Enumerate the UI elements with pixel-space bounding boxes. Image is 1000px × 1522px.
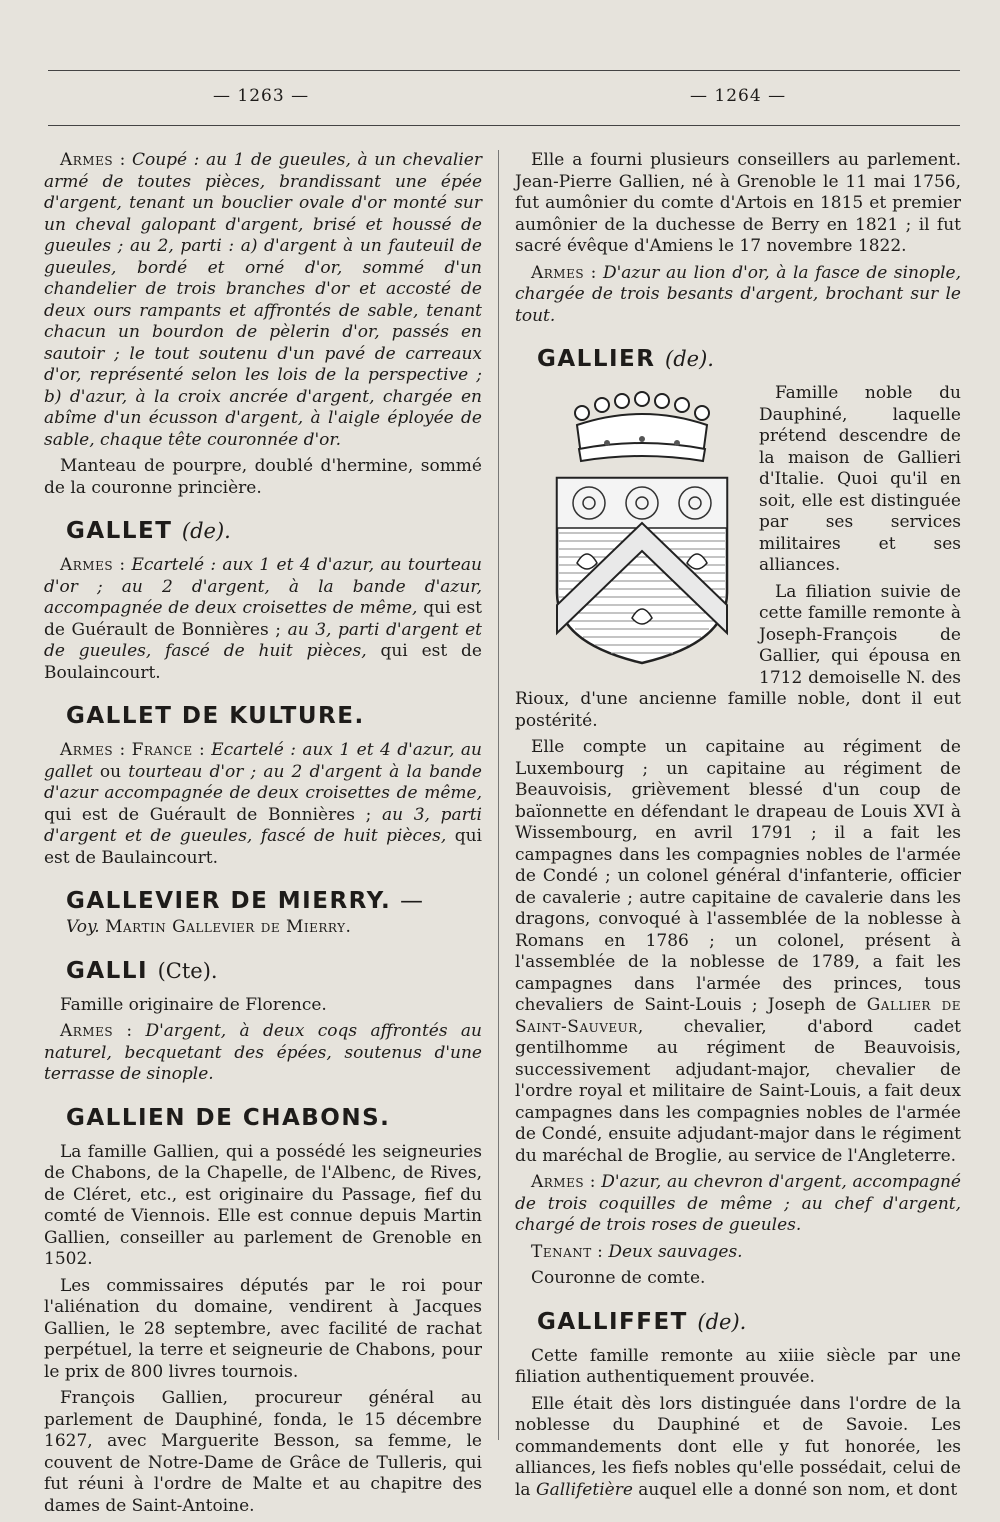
page-number-right: — 1264 — xyxy=(690,86,787,106)
gallier-paragraph-1: Famille noble du Dauphiné, laquelle prétend descendre de la maison de Gallieri d'Italie. Quoi qu'il en soit, elle est distinguée par ses services militaires et ses alliances. xyxy=(759,383,961,575)
galli-intro: Famille originaire de Florence. xyxy=(60,994,327,1015)
gallien-paragraph-2: Les commissaires députés par le roi pour l'aliénation du domaine, vendirent à Jacques Gallien, le 28 septembre, avec facilité de rachat perpétuel, la terre et seigneurie de Chabons, pour le prix de 800 livres tournois. xyxy=(44,1275,482,1382)
entry-heading-gallet-de-kulture: GALLET DE KULTURE. xyxy=(66,703,365,729)
gallier-paragraph-2: La filiation suivie de cette famille remonte à Joseph-François de Gallier, qui épousa en 1712 demoiselle N. des Rioux, d'une ancienne famille noble, dont il eut postérité. xyxy=(515,581,961,731)
entry-heading-gallevier: GALLEVIER DE MIERRY. — xyxy=(66,888,425,914)
manteau-paragraph: Manteau de pourpre, doublé d'hermine, sommé de la couronne princière. xyxy=(44,456,482,498)
gallier-paragraph-3: Elle compte un capitaine au régiment de Luxembourg ; un capitaine au régiment de Beauvoisis, grièvement blessé d'un coup de baïonnette en défendant le drapeau de Louis XVI à Wissembourg, en avril 1791 ; il a fait les campagnes dans les compagnies nobles de l'armée de Condé ; un colonel général d'infanterie, officier de cavalerie ; autre capitaine de cavalerie dans les dragons, convoqué à l'assemblée de la noblesse à Romans en 1786 ; un colonel, présent à l'assemblée de la noblesse de 1789, a fait les campagnes dans l'armée des princes, tous chevaliers de Saint-Louis ; Joseph de Gallier de Saint-Sauveur, chevalier, d'abord cadet gentilhomme au régiment de Beauvoisis, successivement adjudant-major, chevalier de l'ordre royal et militaire de Saint-Louis, a fait deux campagnes dans les compagnies nobles de l'armée de Condé, ensuite adjudant-major dans le régiment du maréchal de Broglie, au service de l'Angleterre. xyxy=(515,737,961,1166)
header-rule xyxy=(48,125,960,126)
gallien-paragraph-1: La famille Gallien, qui a possédé les seigneuries de Chabons, de la Chapelle, de l'Albenc, de Rives, de Cléret, etc., est originaire du Passage, fief du comté de Viennois. Elle est connue depuis Martin Gallien, conseiller au parlement de Grenoble en 1502. xyxy=(44,1141,482,1269)
entry-heading-galli: GALLI (Cte). xyxy=(66,957,218,984)
gallevier-reference: Voy. Martin Gallevier de Mierry. xyxy=(66,917,352,937)
entry-heading-gallet: GALLET (de). xyxy=(66,518,231,544)
gallien-arms: Armes : D'azur au lion d'or, à la fasce de sinople, chargée de trois besants d'argent, brochant sur le tout. xyxy=(515,262,961,326)
top-rule xyxy=(48,70,960,71)
arms-paragraph: Armes : Coupé : au 1 de gueules, à un chevalier armé de toutes pièces, brandissant une épée d'argent, tenant un bouclier ovale d'or monté sur un cheval galopant d'argent, brisé et houssé de gueules ; au 2, parti : a) d'argent à un fauteuil de gueules, bordé et orné d'or, sommé d'un chandelier de trois branches d'or et accosté de deux ours rampants et affrontés de sable, tenant chacun un bourdon de pèlerin d'or, passés en sautoir ; le tout soutenu d'un pavé de carreaux d'or, représenté selon les lois de la perspective ; b) d'azur, à la croix ancrée d'argent, chargée en abîme d'un écusson d'argent, à l'aigle éployée de sable, chaque tête couronnée d'or. xyxy=(44,150,482,450)
entry-heading-gallien-de-chabons: GALLIEN DE CHABONS. xyxy=(66,1104,391,1131)
gallien-paragraph-3: François Gallien, procureur général au parlement de Dauphiné, fonda, le 15 décembre 1627, avec Marguerite Besson, sa femme, le couvent de Notre-Dame de Grâce de Tulleris, qui fut réuni à l'ordre de Malte et au chapitre des dames de Saint-Antoine. xyxy=(44,1388,482,1516)
gallier-tenant: Tenant : Deux sauvages. xyxy=(531,1241,743,1262)
gallet-arms: Armes : Ecartelé : aux 1 et 4 d'azur, au tourteau d'or ; au 2 d'argent, à la bande d'azur, accompagnée de deux croisettes de même, qui est de Guérault de Bonnières ; au 3, parti d'argent et de gueules, fascé de huit pièces, qui est de Boulaincourt. xyxy=(44,555,483,683)
gallier-couronne: Couronne de comte. xyxy=(531,1268,706,1288)
left-column xyxy=(44,150,482,1522)
gallier-arms: Armes : D'azur, au chevron d'argent, accompagné de trois coquilles de même ; au chef d'argent, chargé de trois roses de gueules. xyxy=(515,1172,961,1235)
page-number-left: — 1263 — xyxy=(213,86,310,106)
galli-arms: Armes : D'argent, à deux coqs affrontés au naturel, becquetant des épées, soutenus d'une terrasse de sinople. xyxy=(44,1021,482,1084)
entry-heading-gallier: GALLIER (de). xyxy=(537,346,714,372)
gallien-continued: Elle a fourni plusieurs conseillers au parlement. Jean-Pierre Gallien, né à Grenoble le 11 mai 1756, fut aumônier du comte d'Artois en 1815 et premier aumônier de la duchesse de Berry en 1821 ; il fut sacré évêque d'Amiens le 17 novembre 1822. xyxy=(515,150,961,256)
coat-of-arms-icon xyxy=(537,383,747,673)
gallet-kulture-arms: Armes : France : Ecartelé : aux 1 et 4 d'azur, au gallet ou tourteau d'or ; au 2 d'argent à la bande d'azur accompagnée de deux croisettes de même, qui est de Guérault de Bonnières ; au 3, parti d'argent et de gueules, fascé de huit pièces, qui est de Baulaincourt. xyxy=(44,740,482,868)
column-divider xyxy=(498,150,499,1440)
entry-heading-galliffet: GALLIFFET (de). xyxy=(537,1308,747,1335)
galliffet-paragraph-1: Cette famille remonte au xiiie siècle par une filiation authentiquement prouvée. xyxy=(515,1345,961,1387)
right-column xyxy=(515,150,961,1506)
galliffet-paragraph-2: Elle était dès lors distinguée dans l'ordre de la noblesse du Dauphiné et de Savoie. Les commandements dont elle y fut honorée, les alliances, les fiefs nobles qu'elle possédait, celui de la Gallifetière auquel elle a donné son nom, et dont xyxy=(515,1393,961,1500)
